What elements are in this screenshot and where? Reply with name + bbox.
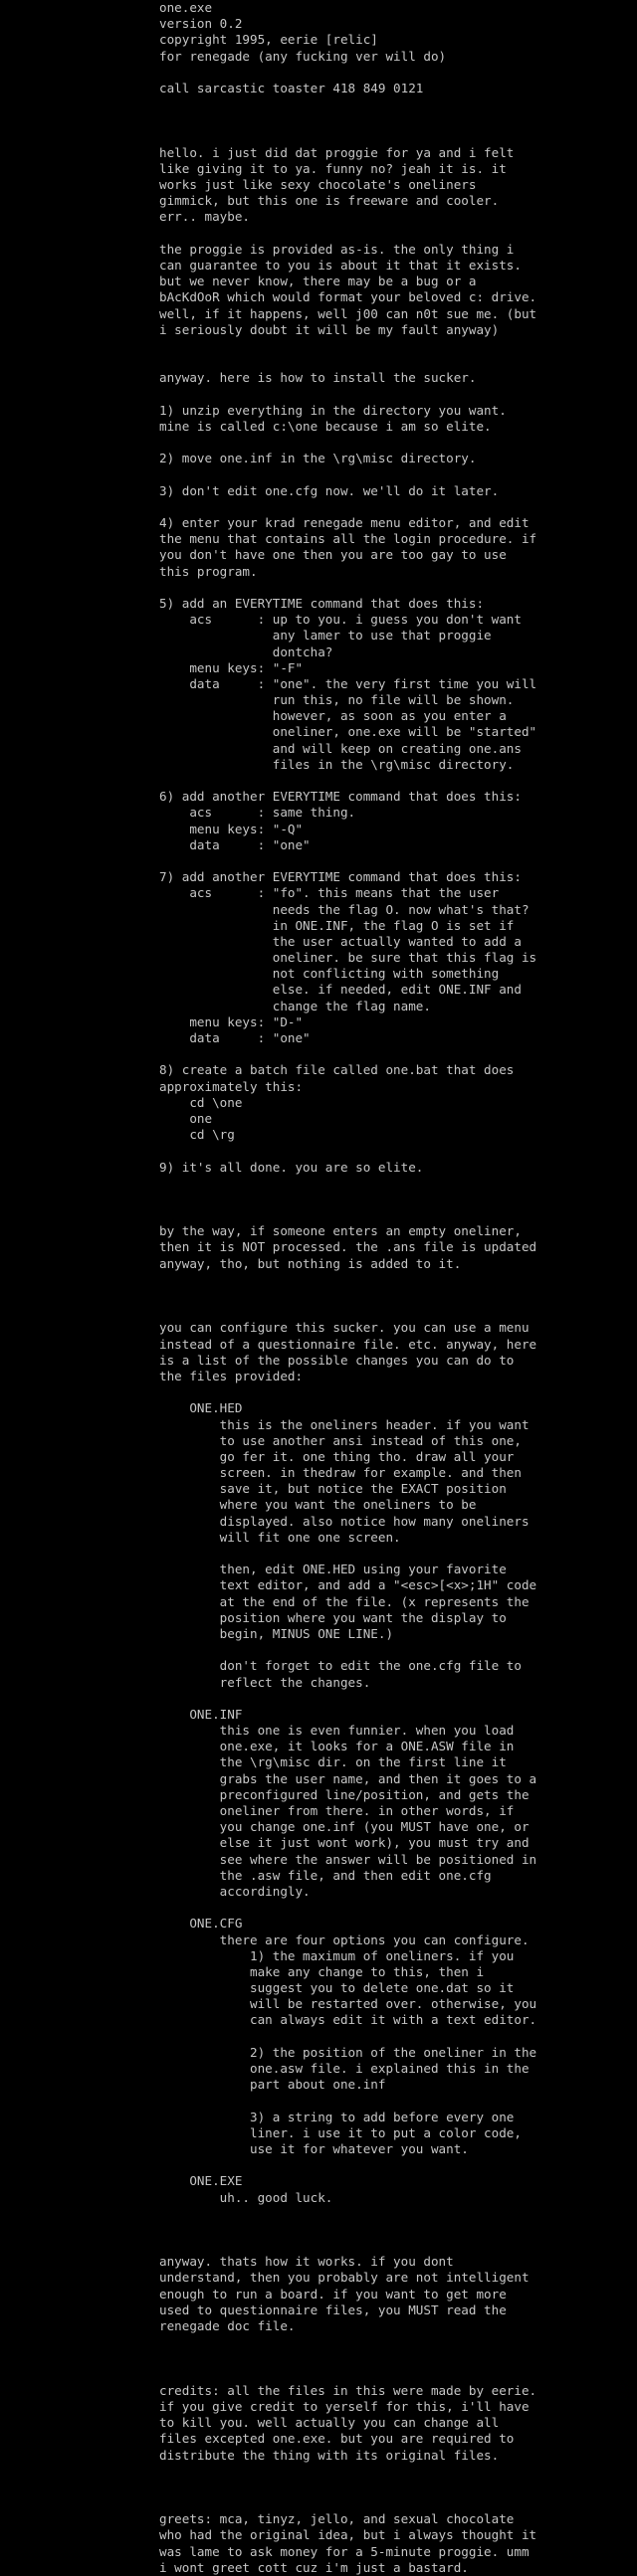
blank-line [159,1272,627,1288]
text-line: position where you want the display to [159,1609,507,1625]
text-line: ONE.HED [159,1400,243,1416]
text-line: well, if it happens, well j00 can n0t sue me. (but [159,305,537,321]
text-line: menu keys: "-F" [159,659,304,675]
blank-line [159,2029,627,2045]
text-line: one.exe, it looks for a ONE.ASW file in [159,1739,515,1754]
text-line: can guarantee to you is about it that it exists. [159,258,522,273]
text-line: version 0.2 [159,16,243,32]
text-line: needs the flag O. now what's that? [159,901,530,917]
blank-line [159,773,627,789]
text-line: you don't have one then you are too gay to use [159,547,507,563]
blank-line [159,2222,627,2238]
text-line: greets: mca, tinyz, jello, and sexual chocolate [159,2511,515,2527]
text-line: acs : up to you. i guess you don't want [159,612,522,628]
text-line: ONE.EXE [159,2173,243,2189]
text-line: 6) add another EVERYTIME command that does this: [159,789,522,805]
text-line: 2) move one.inf in the \rg\misc directory. [159,451,477,466]
text-line: bAcKdOoR which would format your beloved c: drive. [159,289,537,305]
blank-line [159,2367,627,2383]
blank-line [159,580,627,596]
text-line: data : "one". the very first time you will [159,675,537,691]
text-line: this program. [159,563,258,579]
text-line: reflect the changes. [159,1674,371,1690]
text-line: renegade doc file. [159,2318,296,2333]
text-line: the user actually wanted to add a [159,933,522,949]
text-line: to use another ansi instead of this one, [159,1432,522,1448]
text-line: else it just wont work), you must try and [159,1835,530,1851]
text-line: this one is even funnier. when you load [159,1723,515,1739]
text-line: ONE.INF [159,1706,243,1722]
text-line: this is the oneliners header. if you want [159,1416,530,1432]
text-line: 4) enter your krad renegade menu editor, and edit [159,515,530,530]
blank-line [159,112,627,128]
text-line: 5) add an EVERYTIME command that does this: [159,595,485,611]
text-line: and will keep on creating one.ans [159,740,522,756]
text-line: cd \rg [159,1127,235,1143]
blank-line [159,338,627,354]
blank-line [159,1143,627,1159]
text-line: there are four options you can configure. [159,1932,530,1947]
blank-line [159,2495,627,2511]
text-line: else. if needed, edit ONE.INF and [159,982,522,998]
text-line: the menu that contains all the login procedure. if [159,531,537,547]
text-line: in ONE.INF, the flag O is set if [159,917,515,933]
text-line: go fer it. one thing tho. draw all your [159,1448,515,1464]
text-line: cd \one [159,1094,243,1110]
blank-line [159,387,627,403]
text-line: files excepted one.exe. but you are required to [159,2431,515,2447]
blank-line [159,1546,627,1562]
text-line: copyright 1995, eerie [relic] [159,32,378,48]
blank-line [159,2350,627,2366]
text-line: save it, but notice the EXACT position [159,1481,507,1497]
text-line: run this, no file will be shown. [159,692,515,708]
blank-line [159,1691,627,1707]
text-line: acs : "fo". this means that the user [159,885,500,901]
text-line: files in the \rg\misc directory. [159,756,515,772]
text-line: use it for whatever you want. [159,2140,469,2156]
text-line: call sarcastic toaster 418 849 0121 [159,80,424,95]
blank-line [159,1288,627,1304]
blank-line [159,499,627,515]
text-line: 1) the maximum of oneliners. if you [159,1947,515,1963]
text-line: approximately this: [159,1078,304,1094]
text-line: menu keys: "D-" [159,1013,304,1029]
text-line: accordingly. [159,1883,311,1899]
text-line: enough to run a board. if you want to get more [159,2286,507,2301]
blank-line [159,2238,627,2254]
text-line: understand, then you probably are not intelligent [159,2270,530,2286]
text-line: then it is NOT processed. the .ans file is updated [159,1239,537,1255]
text-line: 1) unzip everything in the directory you want. [159,402,507,418]
blank-line [159,1384,627,1400]
text-line: was lame to ask money for a 5-minute proggie. umm [159,2543,530,2559]
text-line: part about one.inf [159,2077,386,2093]
blank-line [159,1642,627,1658]
text-line: for renegade (any fucking ver will do) [159,48,447,64]
text-line: gimmick, but this one is freeware and cooler. [159,193,500,209]
blank-line [159,1207,627,1223]
text-line: distribute the thing with its original files. [159,2447,500,2463]
text-line: oneliner, one.exe will be "started" [159,724,537,740]
text-line: who had the original idea, but i always thought it [159,2527,537,2543]
text-line: used to questionnaire files, you MUST read the [159,2301,507,2317]
text-line: the proggie is provided as-is. the only thing i [159,241,515,257]
text-line: oneliner from there. in other words, if [159,1803,515,1818]
text-line: where you want the oneliners to be [159,1497,477,1513]
blank-line [159,2157,627,2173]
text-line: 3) a string to add before every one [159,2109,515,2124]
blank-line [159,2480,627,2495]
text-line: don't forget to edit the one.cfg file to [159,1658,522,1674]
blank-line [159,354,627,370]
text-line: suggest you to delete one.dat so it [159,1980,515,1996]
text-line: i seriously doubt it will be my fault anyway) [159,321,500,337]
text-line: 7) add another EVERYTIME command that does this: [159,869,522,885]
text-line: you change one.inf (you MUST have one, or [159,1819,530,1835]
text-line: will fit one one screen. [159,1529,401,1545]
blank-line [159,2206,627,2222]
text-line: any lamer to use that proggie [159,628,492,644]
text-line: 8) create a batch file called one.bat that does [159,1062,515,1078]
text-line: hello. i just did dat proggie for ya and i felt [159,144,515,160]
text-line: screen. in thedraw for example. and then [159,1465,522,1481]
text-line: menu keys: "-Q" [159,821,304,836]
text-line: grabs the user name, and then it goes to a [159,1770,537,1786]
text-line: one [159,1110,213,1126]
blank-line [159,435,627,451]
text-line: one.exe [159,0,213,15]
text-line: works just like sexy chocolate's oneliners [159,177,477,193]
text-line: anyway. thats how it works. if you dont [159,2254,454,2270]
text-line: i wont greet cott cuz i'm just a bastard. [159,2559,469,2575]
blank-line [159,96,627,112]
text-line: credits: all the files in this were made by eerie. [159,2382,537,2398]
text-line: at the end of the file. (x represents the [159,1593,530,1609]
text-line: is a list of the possible changes you can do to [159,1352,515,1368]
blank-line [159,2334,627,2350]
blank-line [159,65,627,81]
text-line: ONE.CFG [159,1916,243,1932]
blank-line [159,129,627,145]
blank-line [159,1304,627,1320]
text-line: by the way, if someone enters an empty oneliner, [159,1223,522,1239]
document-text [159,0,627,2576]
text-line: however, as soon as you enter a [159,708,507,724]
text-line: mine is called c:\one because i am so elite. [159,418,492,434]
blank-line [159,1176,627,1192]
text-line: uh.. good luck. [159,2189,333,2205]
text-line: if you give credit to yerself for this, i'll have [159,2398,530,2414]
text-line: like giving it to ya. funny no? jeah it is. it [159,160,507,176]
text-line: the files provided: [159,1368,304,1383]
text-line: one.asw file. i explained this in the [159,2061,530,2076]
text-line: make any change to this, then i [159,1963,485,1979]
text-line: you can configure this sucker. you can use a menu [159,1320,530,1336]
text-line: change the flag name. [159,998,431,1013]
text-line: preconfigured line/position, and gets the [159,1786,530,1802]
blank-line [159,1900,627,1916]
blank-line [159,2093,627,2109]
text-line: the .asw file, and then edit one.cfg [159,1867,492,1883]
blank-line [159,1192,627,1207]
text-line: anyway, tho, but nothing is added to it. [159,1255,462,1271]
blank-line [159,1046,627,1062]
text-line: data : "one" [159,1030,311,1045]
text-line: then, edit ONE.HED using your favorite [159,1562,507,1577]
text-line: text editor, and add a "<esc>[<x>;1H" code [159,1577,537,1593]
text-line: data : "one" [159,836,311,852]
blank-line [159,853,627,869]
blank-line [159,2464,627,2480]
text-line: displayed. also notice how many oneliners [159,1513,530,1529]
text-line: err.. maybe. [159,209,250,225]
text-line: instead of a questionnaire file. etc. anyway, here [159,1336,537,1352]
text-line: to kill you. well actually you can change all [159,2415,500,2431]
blank-line [159,226,627,242]
text-line: 3) don't edit one.cfg now. we'll do it later. [159,482,500,498]
text-line: 9) it's all done. you are so elite. [159,1159,424,1175]
text-line: begin, MINUS ONE LINE.) [159,1625,394,1641]
text-line: oneliner. be sure that this flag is [159,950,537,966]
text-line: can always edit it with a text editor. [159,2012,537,2028]
text-line: anyway. here is how to install the sucker. [159,370,477,386]
text-line: acs : same thing. [159,805,356,821]
text-line: not conflicting with something [159,966,500,982]
text-line: liner. i use it to put a color code, [159,2124,522,2140]
text-line: the \rg\misc dir. on the first line it [159,1754,507,1770]
text-line: dontcha? [159,644,333,659]
blank-line [159,466,627,482]
text-line: but we never know, there may be a bug or a [159,274,477,289]
text-line: see where the answer will be positioned in [159,1851,537,1867]
text-line: will be restarted over. otherwise, you [159,1996,537,2012]
text-line: 2) the position of the oneliner in the [159,2044,537,2060]
